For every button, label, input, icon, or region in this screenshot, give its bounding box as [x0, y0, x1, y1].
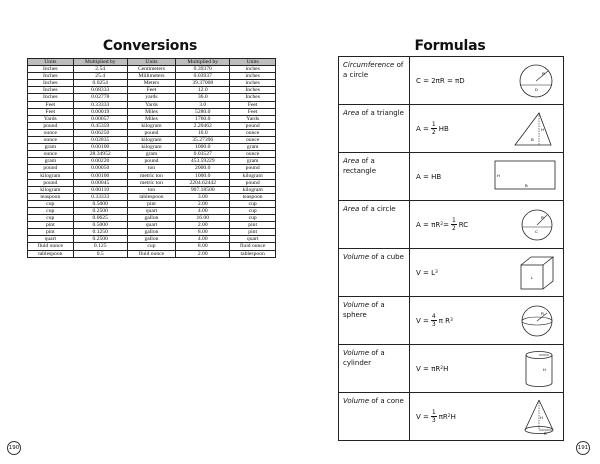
table-cell: 0.2500 — [73, 207, 127, 214]
table-cell: 2.00 — [176, 200, 230, 207]
diameter-label: D — [535, 87, 538, 92]
table-row — [28, 207, 276, 214]
conversions-header-row — [28, 59, 276, 66]
table-cell: 4.00 — [176, 207, 230, 214]
table-cell: 0.00057 — [73, 115, 127, 122]
table-cell: quart — [127, 207, 175, 214]
table-row — [28, 250, 276, 257]
length-label: L — [531, 275, 534, 280]
radius-label: R — [542, 71, 545, 76]
rectangle-figure — [493, 157, 557, 197]
table-cell: pound — [28, 122, 74, 129]
table-cell: Inches — [230, 87, 276, 94]
table-cell: Inches — [28, 80, 74, 87]
table-cell: Yards — [28, 115, 74, 122]
table-cell: 39.37008 — [176, 80, 230, 87]
height-label: H — [540, 415, 543, 420]
circumference-label: C — [535, 229, 538, 234]
table-cell: 0.00050 — [73, 165, 127, 172]
table-cell: gram — [230, 144, 276, 151]
table-cell: Inches — [230, 94, 276, 101]
formula-cell — [410, 153, 564, 201]
formula-expression: V = $\frac{4}{3}$ π R 3 — [416, 313, 453, 328]
table-cell: pint — [127, 200, 175, 207]
table-cell: 0.00100 — [73, 172, 127, 179]
table-row — [28, 108, 276, 115]
table-cell: gram — [28, 158, 74, 165]
table-cell: pound — [28, 179, 74, 186]
table-cell: kilogram — [230, 172, 276, 179]
table-row — [28, 179, 276, 186]
table-row — [28, 129, 276, 136]
table-cell: ounce — [28, 129, 74, 136]
formula-cell — [410, 57, 564, 105]
radius-label: R — [541, 215, 544, 220]
table-cell: 0.00220 — [73, 158, 127, 165]
table-cell: ounce — [230, 129, 276, 136]
table-cell: tablespoon — [230, 250, 276, 257]
table-cell: Millimeters — [127, 73, 175, 80]
table-row — [28, 115, 276, 122]
table-cell: 8.00 — [176, 229, 230, 236]
table-row — [28, 186, 276, 193]
table-cell: ounce — [230, 137, 276, 144]
formula-expression: V = L 3 — [416, 268, 438, 277]
table-cell: 453.59229 — [176, 158, 230, 165]
formula-name: Volume of a cylinder — [339, 345, 410, 393]
height-label: H — [497, 173, 500, 178]
table-cell: gallon — [127, 229, 175, 236]
table-cell: 35.27396 — [176, 137, 230, 144]
cone-figure — [521, 397, 557, 437]
column-header: Units — [28, 59, 74, 66]
table-cell: tablespoon — [28, 250, 74, 257]
table-cell: cup — [230, 207, 276, 214]
formula-row-sphere — [339, 297, 564, 345]
formula-row-cone — [339, 393, 564, 441]
table-cell: teaspoon — [28, 193, 74, 200]
page-number: 191 — [576, 441, 590, 455]
table-cell: 0.02835 — [73, 137, 127, 144]
formula-cell — [410, 249, 564, 297]
table-row — [28, 215, 276, 222]
table-cell: 0.5000 — [73, 200, 127, 207]
table-cell: 0.45359 — [73, 122, 127, 129]
table-cell: 0.33333 — [73, 101, 127, 108]
table-cell: Miles — [127, 108, 175, 115]
table-cell: yards — [127, 94, 175, 101]
table-cell: 16.00 — [176, 215, 230, 222]
table-cell: fluid ounce — [230, 243, 276, 250]
table-cell: kilogram — [28, 186, 74, 193]
table-cell: 0.03527 — [176, 151, 230, 158]
formula-expression: A = HB — [416, 172, 442, 181]
table-cell: Yards — [230, 115, 276, 122]
formula-cell — [410, 297, 564, 345]
table-cell: cup — [230, 200, 276, 207]
cylinder-figure — [521, 349, 557, 389]
fraction: $\frac{1}{3}$ — [431, 409, 436, 424]
table-cell: Yards — [127, 101, 175, 108]
table-cell: 3.00 — [176, 193, 230, 200]
table-cell: cup — [28, 207, 74, 214]
table-row — [28, 200, 276, 207]
table-cell: 2204.62442 — [176, 179, 230, 186]
table-cell: cup — [230, 215, 276, 222]
table-cell: kilogram — [127, 144, 175, 151]
formula-name: Volume of a cone — [339, 393, 410, 441]
table-cell: 2.54 — [73, 66, 127, 73]
formula-name: Circumference of a circle — [339, 57, 410, 105]
table-cell: inches — [230, 73, 276, 80]
table-cell: 0.00019 — [73, 108, 127, 115]
table-cell: 12.0 — [176, 87, 230, 94]
formula-row-circle-area — [339, 201, 564, 249]
column-header: Multiplied by — [73, 59, 127, 66]
page-number: 190 — [7, 441, 21, 455]
table-cell: fluid ounce — [28, 243, 74, 250]
circle-diameter-figure — [515, 61, 557, 101]
table-cell: gallon — [127, 236, 175, 243]
table-cell: 0.00100 — [73, 144, 127, 151]
table-cell: gallon — [127, 215, 175, 222]
table-cell: Feet — [230, 101, 276, 108]
table-row — [28, 80, 276, 87]
table-cell: 25.4 — [73, 73, 127, 80]
table-row — [28, 66, 276, 73]
formula-name: Volume of a cube — [339, 249, 410, 297]
table-cell: Feet — [127, 87, 175, 94]
table-cell: Centimeters — [127, 66, 175, 73]
sphere-figure — [517, 301, 557, 341]
table-cell: 0.0254 — [73, 80, 127, 87]
table-cell: 907.18500 — [176, 186, 230, 193]
table-cell: fluid ounce — [127, 250, 175, 257]
table-cell: 0.125 — [73, 243, 127, 250]
table-cell: gram — [230, 158, 276, 165]
formula-cell — [410, 105, 564, 153]
table-cell: tablespoon — [127, 193, 175, 200]
formula-name: Area of a rectangle — [339, 153, 410, 201]
formula-name: Volume of a sphere — [339, 297, 410, 345]
table-cell: inches — [230, 80, 276, 87]
table-cell: ounce — [28, 151, 74, 158]
table-cell: ounce — [28, 137, 74, 144]
column-header: Units — [127, 59, 175, 66]
table-cell: 0.00045 — [73, 179, 127, 186]
formula-expression: V = πR 2 H — [416, 364, 449, 373]
table-cell: Miles — [127, 115, 175, 122]
table-cell: Inches — [28, 94, 74, 101]
table-cell: 3.0 — [176, 101, 230, 108]
table-cell: Meters — [127, 80, 175, 87]
table-cell: ounce — [230, 151, 276, 158]
table-cell: quart — [28, 236, 74, 243]
table-cell: 2.00 — [176, 250, 230, 257]
table-cell: pint — [28, 222, 74, 229]
table-row — [28, 193, 276, 200]
column-header: Multiplied by — [176, 59, 230, 66]
table-cell: 0.2500 — [73, 236, 127, 243]
conversions-table — [27, 58, 276, 258]
fraction: $\frac{1}{2}$ — [431, 121, 436, 136]
table-cell: cup — [127, 243, 175, 250]
table-cell: 36.0 — [176, 94, 230, 101]
table-cell: metric ton — [127, 179, 175, 186]
radius-label: R — [544, 431, 547, 436]
formula-row-triangle — [339, 105, 564, 153]
table-cell: 0.06250 — [73, 129, 127, 136]
table-cell: 0.0625 — [73, 215, 127, 222]
table-cell: 2.20462 — [176, 122, 230, 129]
formula-expression: A = πR 2 = $\frac{1}{2}$ RC — [416, 217, 469, 232]
table-cell: gram — [28, 144, 74, 151]
conversions-title: Conversions — [102, 38, 198, 54]
table-cell: Inches — [28, 73, 74, 80]
table-cell: pound — [230, 179, 276, 186]
table-cell: ton — [127, 186, 175, 193]
table-cell: metric ton — [127, 172, 175, 179]
table-cell: 2000.0 — [176, 165, 230, 172]
formulas-table — [338, 56, 564, 441]
table-cell: cup — [28, 215, 74, 222]
table-cell: quart — [230, 236, 276, 243]
table-row — [28, 87, 276, 94]
formula-row-circumference — [339, 57, 564, 105]
base-label: B — [531, 137, 534, 142]
table-cell: 8.00 — [176, 243, 230, 250]
table-row — [28, 122, 276, 129]
table-cell: ton — [127, 165, 175, 172]
table-cell: 0.08333 — [73, 87, 127, 94]
table-cell: 0.33333 — [73, 193, 127, 200]
table-cell: Feet — [230, 108, 276, 115]
table-cell: 0.1250 — [73, 229, 127, 236]
table-cell: kilogram — [127, 122, 175, 129]
table-row — [28, 73, 276, 80]
height-label: H — [541, 127, 544, 132]
table-cell: pint — [230, 222, 276, 229]
table-cell: pound — [230, 122, 276, 129]
cube-figure — [517, 253, 557, 293]
table-row — [28, 94, 276, 101]
table-cell: pound — [28, 165, 74, 172]
table-cell: 0.03937 — [176, 73, 230, 80]
table-row — [28, 222, 276, 229]
formula-expression: V = $\frac{1}{3}$ πR 2 H — [416, 409, 456, 424]
table-cell: kilogram — [230, 186, 276, 193]
table-row — [28, 243, 276, 250]
radius-label: R — [541, 311, 544, 316]
table-cell: cup — [28, 200, 74, 207]
table-row — [28, 151, 276, 158]
table-cell: Inches — [28, 87, 74, 94]
table-cell: pound — [127, 158, 175, 165]
formula-cell — [410, 345, 564, 393]
table-cell: 1000.0 — [176, 144, 230, 151]
formula-cell — [410, 201, 564, 249]
table-cell: teaspoon — [230, 193, 276, 200]
table-cell: 4.00 — [176, 236, 230, 243]
table-cell: 16.0 — [176, 129, 230, 136]
formula-expression: A = $\frac{1}{2}$ HB — [416, 121, 449, 136]
fraction: $\frac{4}{3}$ — [431, 313, 436, 328]
formula-row-cylinder — [339, 345, 564, 393]
table-cell: 1000.0 — [176, 172, 230, 179]
conversions-body — [28, 66, 276, 258]
table-cell: quart — [127, 222, 175, 229]
table-row — [28, 236, 276, 243]
table-cell: 28.34952 — [73, 151, 127, 158]
table-row — [28, 101, 276, 108]
table-cell: 0.02778 — [73, 94, 127, 101]
formula-expression: C = 2πR = πD — [416, 76, 465, 85]
formula-cell — [410, 393, 564, 441]
table-cell: 5280.0 — [176, 108, 230, 115]
table-row — [28, 158, 276, 165]
table-cell: pint — [28, 229, 74, 236]
table-cell: pound — [230, 165, 276, 172]
table-cell: 1760.0 — [176, 115, 230, 122]
table-cell: inches — [230, 66, 276, 73]
table-cell: 2.00 — [176, 222, 230, 229]
table-cell: kilogram — [28, 172, 74, 179]
table-cell: kilogram — [127, 137, 175, 144]
table-row — [28, 165, 276, 172]
table-cell: Inches — [28, 66, 74, 73]
table-cell: 0.39370 — [176, 66, 230, 73]
table-row — [28, 144, 276, 151]
formula-row-cube — [339, 249, 564, 297]
triangle-figure — [511, 109, 557, 149]
table-cell: gram — [127, 151, 175, 158]
base-label: B — [525, 183, 528, 188]
table-row — [28, 137, 276, 144]
formula-row-rectangle — [339, 153, 564, 201]
table-cell: 0.5000 — [73, 222, 127, 229]
height-label: H — [543, 367, 546, 372]
circle-area-figure — [517, 205, 557, 245]
table-cell: Feet — [28, 108, 74, 115]
fraction: $\frac{1}{2}$ — [451, 217, 456, 232]
formula-name: Area of a triangle — [339, 105, 410, 153]
column-header: Units — [230, 59, 276, 66]
table-cell: Feet — [28, 101, 74, 108]
formula-name: Area of a circle — [339, 201, 410, 249]
table-cell: 0.00110 — [73, 186, 127, 193]
table-row — [28, 229, 276, 236]
table-cell: 0.5 — [73, 250, 127, 257]
table-row — [28, 172, 276, 179]
formulas-title: Formulas — [414, 38, 486, 54]
table-cell: pound — [127, 129, 175, 136]
table-cell: pint — [230, 229, 276, 236]
